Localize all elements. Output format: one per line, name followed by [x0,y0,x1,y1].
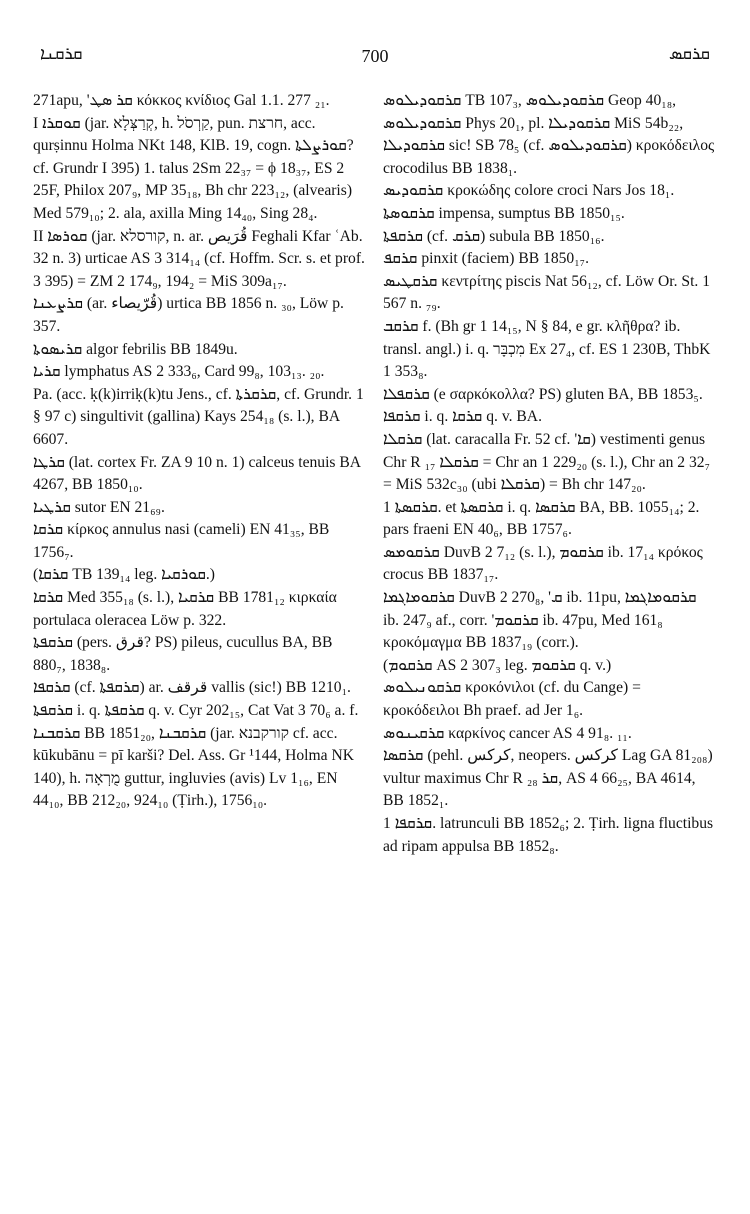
left-column [33,90,365,813]
entry: ܩܪܛܐ (lat. cortex Fr. ZA 9 10 n. 1) calceus tenuis BA 4267, BB 1850₁₀. [33,453,361,494]
page-header [40,44,710,76]
entry: ܩܪܝܐ lymphatus AS 2 333₆, Card 99₈, 103₁₃. ₂₀. [33,363,325,381]
entry: ܩܪܩܘܣܬܐ impensa, sumptus BB 1850₁₅. [383,204,625,222]
entry: ܩܪܩܘܕܝܣ κροκώδης colore croci Nars Jos 18₁. [383,182,675,200]
entry: I ܩܘܩܪܐ (jar. קְרַצְּלָא, h. קַרְסֹל, pun. חרצת, acc. qurṣinnu Holma NKt 148, KlB. 19, cogn. ܩܘܪܨܠܬܐ? cf. Grundr I 395) 1. talus 2Sm 22₃₇ = ϕ 18₃₇, ES 2 25F, Philox 207₉, MP 35₁₈, Bh chr 223₁₂, (alvearis) Med 579₁₀; 2. ala, axilla Ming 14₄₀, Sing 28₄. [33,114,354,222]
entry: ܩܪܩܛܝܣ κεντρίτης piscis Nat 56₁₂, cf. Löw Or. St. 1 567 n. ₇₉. [383,272,711,313]
entry: ܩܪܩܘܕܝܠܘܣ TB 107₃, ܩܪܩܘܕܝܠܘܣ Geop 40₁₈, ܩܪܩܘܕܝܠܘܣ Phys 20₁, pl. ܩܪܩܘܕܝܠܐ MiS 54b₂₂, ܩܪܩܘܕܝܠܐ sic! SB 78₅ (cf. ܩܪܩܘܕܝܠܘܣ) κροκόδειλος crocodilus BB 1838₁. [383,92,715,177]
entry: ܩܪܩܦܐ 1. latrunculi BB 1852₆; 2. Ṭirh. ligna fluctibus ad ripam appulsa BB 1852₈. [383,815,714,855]
entry: Pa. (acc. ḳ(k)irriḳ(k)tu Jens., cf. ܩܪܩܪܬܐ, cf. Grundr. 1 § 97 c) singultivit (gallina) Kays 254₁₈ (s. l.), BA 6607. [33,385,364,448]
entry: (ܩܪܩܐ TB 139₁₄ leg. ܩܘܪܩܝܐ.) [33,566,215,584]
entry: ܩܪܩܐ κίρκος annulus nasi (cameli) EN 41₃₅, BB 1756₇. [33,521,330,561]
right-running-head: ܩܪܩܣ [668,44,710,64]
entry: ܩܪܩܘܢܝܠܘܣ κροκόνιλοι (cf. du Cange) = κροκόδειλοι Bh praef. ad Jer 1₆. [383,679,641,720]
entry: ܩܪܩܣܐ (pehl. کرکس, neopers. کرکس Lag GA 81₂₀₈) vultur maximus Chr R ܩܪ ₂₈, AS 4 66₂₅, BA 4614, BB 1852₁. [383,747,713,810]
entry: ܩܪܛܝܐ sutor EN 21₆₉. [33,498,165,516]
entry: ܩܪܩܦ pinxit (faciem) BB 1850₁₇. [383,250,589,268]
entry: II ܩܘܪܣܐ (jar. קורסלא, n. ar. قُرَيص Feghali Kfar ʿAb. 32 n. 3) urticae AS 3 314₁₄ (cf. Hoffm. Scr. s. et prof. 3 395) = ZM 2 174₉, 194₂ = MiS 309a₁₇. [33,227,365,290]
entry: 271apu, 'ܩܪ ܣܛ κόκκος κνίδιος Gal 1.1. 277 ₂₁. [33,92,330,109]
entry: ܩܪܩܦܬܐ i. q. ܩܪܩܦܬܐ q. v. Cyr 202₁₅, Cat Vat 3 70₆ a. f. [33,702,359,720]
entry: ܩܪܩܠܐ (lat. caracalla Fr. 52 cf. 'ܩܐ) vestimenti genus Chr R ܩܪܩܠܐ ₁₇ = Chr an 1 229₂₀ (s. l.), Chr an 2 32₇ = MiS 532c₃₀ (ubi ܩܪܩܠܐ) = Bh chr 147₂₀. [383,430,711,494]
entry: ܩܪܩܒܢܐ BB 1851₂₀, ܩܪܩܒܢܐ (jar. קורקבנא cf. acc. kūkubānu = pī karši? Del. Ass. Gr ¹144, Holma NK 140), h. מֻרְאָה guttur, ingluvies (avis) Lv 1₁₆, EN 44₁₀, BB 212₂₀, 924₁₀ (Ṭirh.), 1756₁₀. [33,724,354,810]
entry: ܩܪܩܘܡܐܓܡܐ DuvB 2 270₈, 'ܩ ib. 11pu, ܩܪܩܘܡܐܓܡܐ ib. 247₉ af., corr. 'ܩܪܩܘܡ ib. 47pu, Med 161₈ κροκόμαγμα BB 1837₁₉ (corr.). [383,589,697,652]
entry: ܩܪܩܣܬܐ 1. et ܩܪܩܣܬܐ i. q. ܩܪܩܣܐ BA, BB. 1055₁₄; 2. pars fraeni EN 40₆, BB 1757₆. [383,498,700,539]
entry: ܩܪܩܦܐ (cf. ܩܪܩܦܬܐ) ar. قرقف vallis (sic!) BB 1210₁. [33,679,351,697]
right-column [383,90,715,858]
entry: ܩܪܨܥܢܐ (ar. قُرّيصاء) urtica BB 1856 n. ₃₀, Löw p. 357. [33,295,344,335]
entry: ܩܪܩܦܐ i. q. ܩܪܩܐ q. v. BA. [383,408,542,426]
entry: ܩܪܩܒ f. (Bh gr 1 14₁₅, N § 84, e gr. κλῆθρα? ib. transl. angl.) i. q. מִכְבָּר Ex 27₄, cf. ES 1 230B, ThbK 1 353₈. [383,317,711,381]
entry: ܩܪܩܦܬܐ (cf. ܩܪܩ) subula BB 1850₁₆. [383,227,605,245]
entry: ܩܪܩܦܬܐ (pers. قرق? PS) pileus, cucullus BA, BB 880₇, 1838₈. [33,634,333,674]
entry: ܩܪܩܦܠܐ (e σαρκόκολλα? PS) gluten BA, BB 1853₅. [383,385,703,403]
entry: ܩܪܩܘܡܣ DuvB 2 7₁₂ (s. l.), ܩܪܩܘܡ ib. 17₁₄ κρόκος crocus BB 1837₁₇. [383,543,703,584]
left-running-head: ܩܪܩܢܐ [40,44,83,64]
entry: (ܩܪܩܘܡ AS 2 307₃ leg. ܩܪܩܘܡ q. v.) [383,656,612,674]
entry: ܩܪܩܐ Med 355₁₈ (s. l.), ܩܪܩܝܐ BB 1781₁₂ κιρκαία portulaca oleracea Löw p. 322. [33,589,337,629]
page-number: 700 [361,46,389,66]
entry: ܩܪܩܝܢܘܣ καρκίνος cancer AS 4 91₈. ₁₁. [383,724,632,742]
entry: ܩܪܝܣܘܬܐ algor febrilis BB 1849u. [33,340,238,358]
